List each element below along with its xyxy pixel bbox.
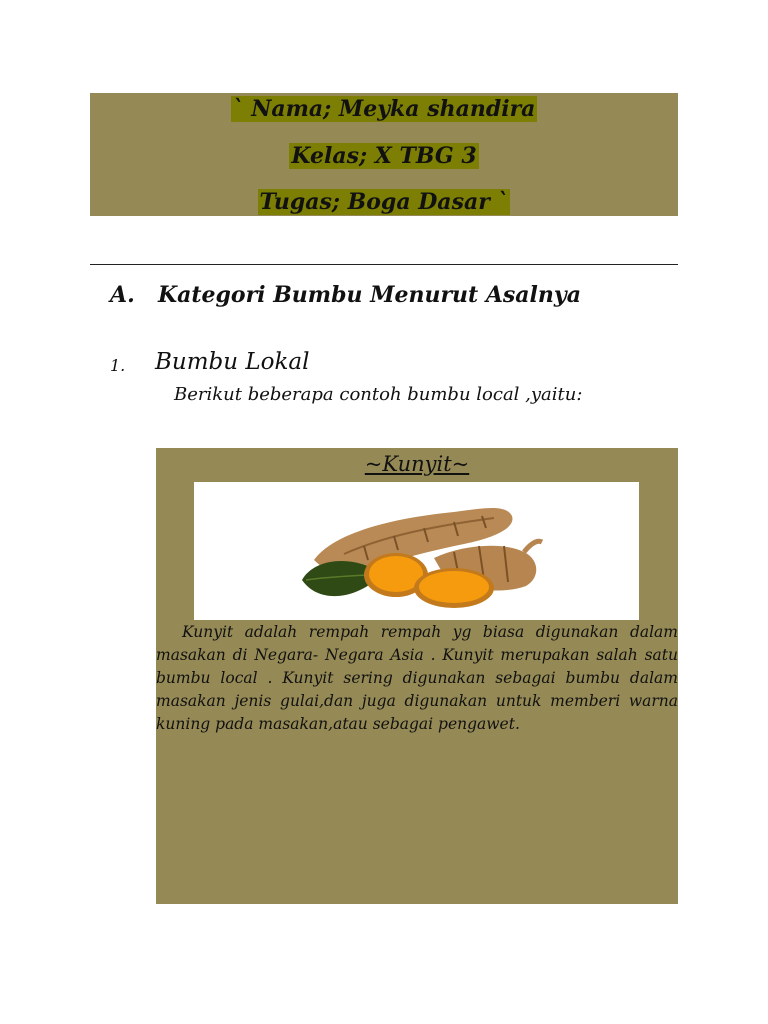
item-title: Bumbu Lokal — [155, 349, 310, 375]
section-title: Kategori Bumbu Menurut Asalnya — [158, 282, 581, 308]
card-description: Kunyit adalah rempah rempah yg biasa digunakan dalam masakan di Negara- Negara Asia . Kunyit merupakan salah satu bumbu local . Kunyit sering digunakan sebagai bumbu dalam masakan jenis gulai,dan juga digunakan untuk memberi warna kuning pada masakan,atau sebagai pengawet. — [156, 623, 678, 733]
card-title: ~Kunyit~ — [364, 452, 470, 476]
header-box — [90, 93, 678, 216]
turmeric-slice-right — [414, 568, 494, 608]
section-letter: A. — [110, 282, 135, 308]
header-task-line: Tugas; Boga Dasar ` — [259, 189, 509, 215]
horizontal-rule — [90, 264, 678, 265]
intro-text: Berikut beberapa contoh bumbu local ,yaitu: — [174, 384, 583, 405]
item-number: 1. — [110, 356, 126, 375]
header-class-line: Kelas; X TBG 3 — [291, 143, 477, 169]
turmeric-image — [194, 482, 639, 620]
spice-card — [156, 448, 678, 904]
header-name-line: ` Nama; Meyka shandira — [232, 96, 536, 122]
